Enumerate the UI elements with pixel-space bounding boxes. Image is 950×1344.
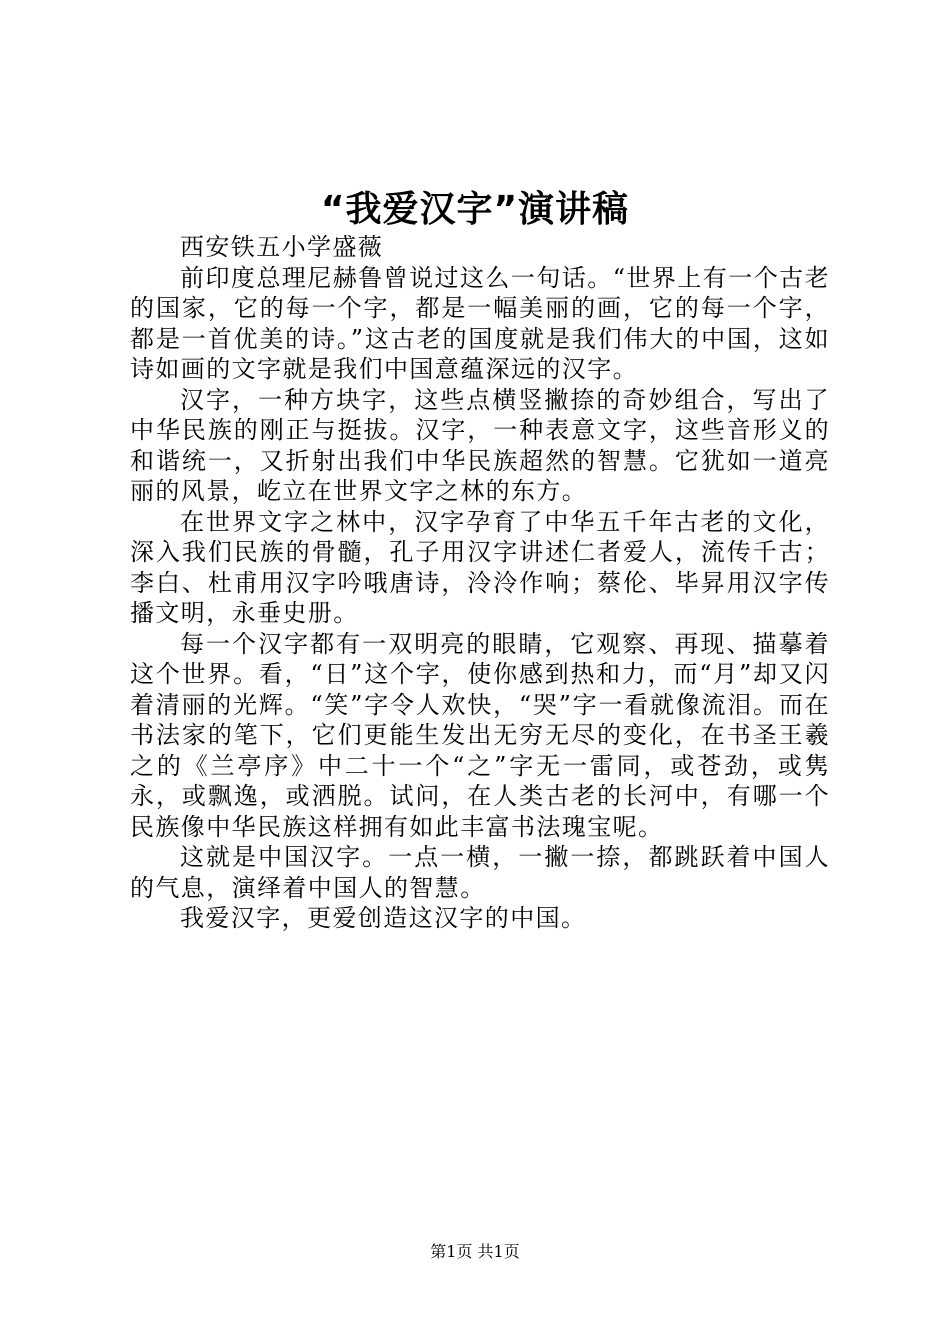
paragraph-4: 每一个汉字都有一双明亮的眼睛，它观察、再现、描摹着这个世界。看，“日”这个字，使你感到热和力，而“月”却又闪着清丽的光辉。“笑”字令人欢快，“哭”字一看就像流泪。而在书法家的笔下，它们更能生发出无穷无尽的变化，在书圣王羲之的《兰亭序》中二十一个“之”字无一雷同，或苍劲，或隽永，或飘逸，或洒脱。试问，在人类古老的长河中，有哪一个民族像中华民族这样拥有如此丰富书法瑰宝呢。 bbox=[130, 629, 830, 841]
document-title: “我爱汉字”演讲稿 bbox=[320, 189, 630, 230]
author-line: 西安铁五小学盛薇 bbox=[180, 233, 384, 261]
page-footer: 第1页 共1页 bbox=[430, 1242, 520, 1261]
paragraph-1: 前印度总理尼赫鲁曾说过这么一句话。“世界上有一个古老的国家，它的每一个字，都是一幅美丽的画，它的每一个字，都是一首优美的诗。”这古老的国度就是我们伟大的中国，这如诗如画的文字就是我们中国意蕴深远的汉字。 bbox=[130, 263, 830, 383]
paragraph-2: 汉字，一种方块字，这些点横竖撇捺的奇妙组合，写出了中华民族的刚正与挺拔。汉字，一种表意文字，这些音形义的和谐统一，又折射出我们中华民族超然的智慧。它犹如一道亮丽的风景，屹立在世界文字之林的东方。 bbox=[130, 385, 830, 505]
paragraph-5: 这就是中国汉字。一点一横，一撇一捺，都跳跃着中国人的气息，演绎着中国人的智慧。 bbox=[130, 843, 830, 902]
paragraph-3: 在世界文字之林中，汉字孕育了中华五千年古老的文化，深入我们民族的骨髓，孔子用汉字讲述仁者爱人，流传千古；李白、杜甫用汉字吟哦唐诗，泠泠作响；蔡伦、毕昇用汉字传播文明，永垂史册。 bbox=[130, 507, 830, 627]
paragraph-6: 我爱汉字，更爱创造这汉字的中国。 bbox=[180, 904, 587, 932]
document-body bbox=[130, 232, 830, 934]
